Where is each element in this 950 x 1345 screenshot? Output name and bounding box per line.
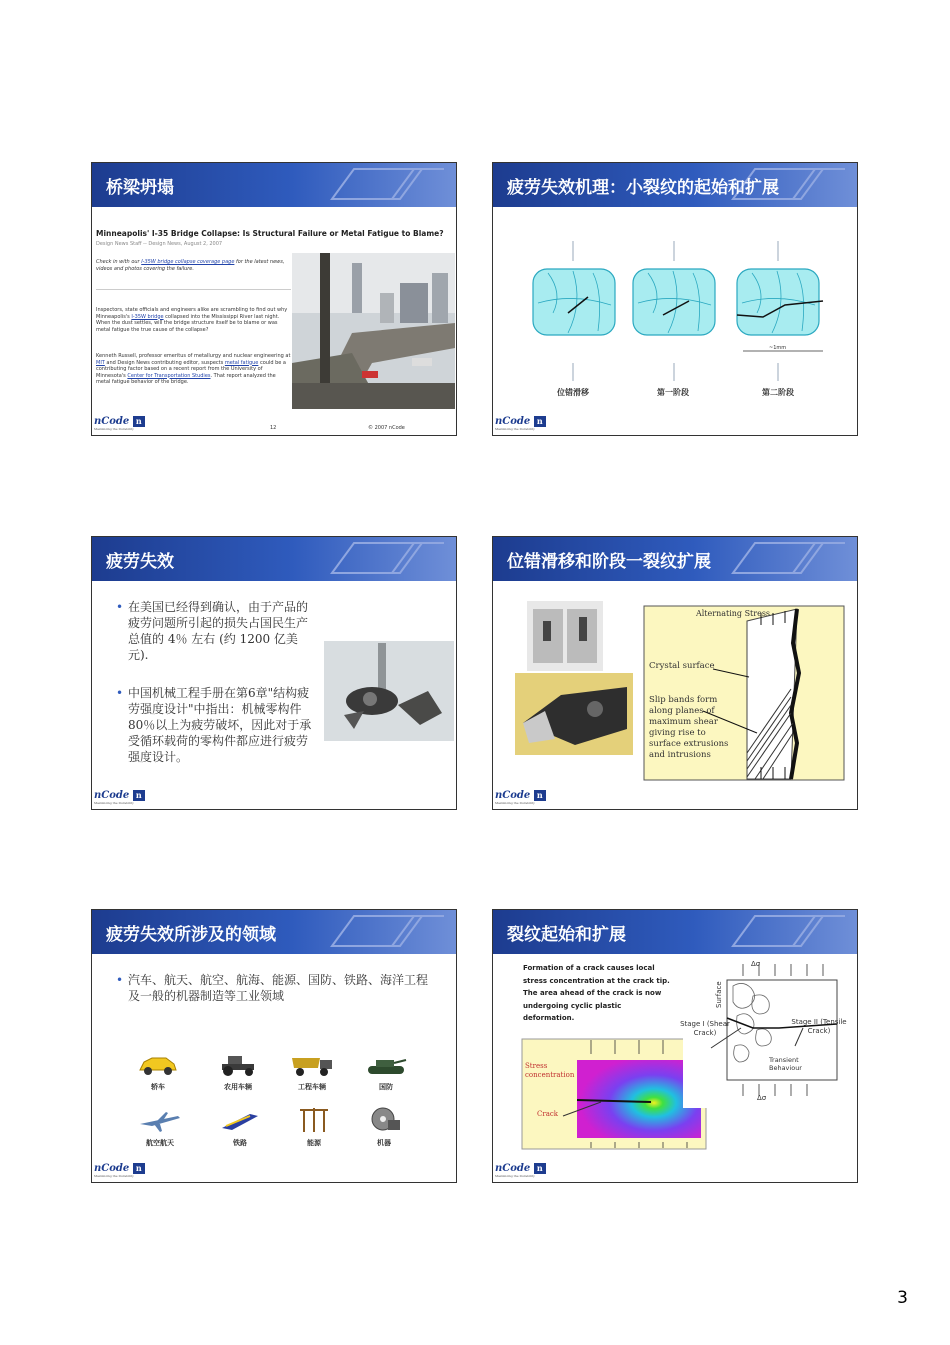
icon-label: 能源 [307,1138,321,1147]
stress-concentration-plot [521,1038,707,1150]
slide-title: 位错滑移和阶段一裂纹扩展 [507,552,711,572]
coverage-link[interactable]: I-35W bridge collapse coverage page [141,259,235,265]
cts-link[interactable]: Center for Transportation Studies [127,372,211,379]
footer-copyright: © 2007 nCode [368,425,405,431]
icon-label: 机器 [377,1138,391,1147]
icon-label: 工程车辆 [298,1082,326,1091]
logo-tagline: Maximizing the Durability [94,1174,134,1178]
stage1-label: Stage I (Shear Crack) [680,1020,730,1037]
train-icon [220,1110,260,1132]
article-check [96,259,286,272]
stress-concentration-label: Stress concentration [525,1062,575,1079]
logo-box: n [534,416,546,427]
para1-text: Inspectors, state officials and engineers alike are scrambling to find out why Minneapolis's [96,307,288,320]
slide-title: 疲劳失效所涉及的领域 [106,925,276,945]
logo-box: n [133,790,145,801]
ncode-logo [495,1163,546,1178]
article-para1 [96,307,291,333]
icon-label: 农用车辆 [224,1082,252,1091]
logo-tagline: Maximizing the Durability [495,801,535,805]
mit-link[interactable]: MIT [96,359,105,366]
broken-parts-photo [324,641,454,741]
bullet-dot: • [116,973,124,987]
slide-crack-initiation [492,909,858,1183]
stage-label-stage1: 第一阶段 [657,387,689,397]
bullet-text: 在美国已经得到确认，由于产品的疲劳问题所引起的损失占国民生产总值的 4％ 左右 (约 1200 亿美元). [128,600,309,662]
logo-box: n [133,1163,145,1174]
logo-box: n [534,790,546,801]
para2-text: Kenneth Russell, professor emeritus of metallurgy and nuclear engineering at [96,353,291,359]
logo-text: nCode [495,1163,531,1174]
tank-icon [364,1054,408,1076]
slip-bands-label: Slip bands form along planes of maximum shear giving rise to surface extrusions and intrusions [649,695,729,760]
ncode-logo [94,790,145,805]
slide-fatigue-domains [91,909,457,1183]
ncode-logo [495,790,546,805]
delta-sigma-bottom: Δσ [757,1094,767,1102]
slide-header [92,537,456,581]
ncode-logo [94,1163,145,1178]
metal-fatigue-link[interactable]: metal fatigue [224,359,259,366]
slide-title: 疲劳失效 [106,552,174,572]
slide-fatigue-mechanism [492,162,858,436]
para2-text-b: and Design News contributing editor, suspects [104,359,225,366]
logo-text: nCode [94,790,130,801]
slide-header [493,163,857,207]
slide-title: 桥梁坍塌 [106,178,174,198]
para2-text-c: could be a contributing factor based on a recent report from the University of Minnesota's [96,359,286,379]
delta-sigma-top: Δσ [751,960,761,968]
slide-dislocation-slip [492,536,858,810]
para1-text-b: collapsed into the Mississippi River last night. When the dust settles, will the bridge structure itself be to blame or was metal fatigue the true cause of the collapse? [96,313,280,333]
logo-tagline: Maximizing the Durability [495,1174,535,1178]
stage-label-stage2: 第二阶段 [762,387,794,397]
logo-text: nCode [94,416,130,427]
scale-label: ~1mm [769,345,787,351]
slide-header [92,910,456,954]
tractor-icon [218,1054,258,1076]
slide-title: 裂纹起始和扩展 [507,925,626,945]
ncode-logo [94,416,145,431]
bullet-economic-loss [116,599,318,663]
slide-fatigue-failure [91,536,457,810]
specimen-photo-large [515,673,633,755]
power-pylon-icon [294,1106,334,1132]
stage-label-slip: 位错滑移 [557,387,589,397]
article-para2 [96,353,291,386]
specimen-photo-small [527,601,603,671]
crack-label: Crack [537,1110,559,1118]
logo-tagline: Maximizing the Durability [94,801,134,805]
bridge-link[interactable]: I-35W bridge [131,313,164,320]
alternating-stress-label: Alternating Stress [695,609,771,618]
divider [96,289,291,290]
article-byline: Design News Staff -- Design News, August 2, 2007 [96,241,223,247]
logo-box: n [133,416,145,427]
bridge-collapse-photo [292,253,455,409]
logo-text: nCode [495,790,531,801]
logo-text: nCode [94,1163,130,1174]
crack-stage-diagram [493,233,857,433]
dump-truck-icon [290,1054,334,1076]
icon-label: 轿车 [151,1082,165,1091]
slide-header [493,537,857,581]
footer-page-number: 12 [270,425,277,431]
bullet-text: 中国机械工程手册在第6章"结构疲劳强度设计"中指出：机械零构件80％以上为疲劳破坏，因此对于承受循环载荷的零构件都应进行疲劳强度设计。 [128,686,312,764]
transient-label: Transient Behaviour [769,1056,802,1072]
icon-label: 铁路 [233,1138,247,1147]
check-text: Check in with our [96,259,142,265]
article-headline: Minneapolis' I-35 Bridge Collapse: Is Structural Failure or Metal Fatigue to Blame? [96,229,444,238]
airplane-icon [138,1110,182,1132]
slide-title: 疲劳失效机理：小裂纹的起始和扩展 [507,178,779,198]
surface-label: Surface [715,981,723,1008]
slide-header [92,163,456,207]
slide-header [493,910,857,954]
icon-label: 航空航天 [146,1138,174,1147]
logo-box: n [534,1163,546,1174]
bullet-handbook [116,685,318,765]
page-number: 3 [897,1288,908,1308]
saw-blade-icon [370,1106,400,1132]
bullet-text: 汽车、航天、航空、航海、能源、国防、铁路、海洋工程及一般的机器制造等工业领域 [128,973,429,1003]
car-icon [138,1054,178,1076]
formation-text: Formation of a crack causes local stress concentration at the crack tip. The area ahead of the crack is now undergoing cyclic plastic deformation. [523,964,670,1022]
logo-tagline: Maximizing the Durability [94,427,134,431]
slide-bridge-collapse [91,162,457,436]
ncode-logo [495,416,546,431]
bullet-industries [116,972,438,1004]
crystal-surface-label: Crystal surface [649,661,715,671]
para2-text-d: . That report analyzed the metal fatigue behavior of the bridge. [96,372,276,385]
bullet-dot: • [116,686,124,700]
bullet-dot: • [116,600,124,614]
stage2-label: Stage II (Tensile Crack) [791,1018,847,1035]
check-text-post: for the latest news, videos and photos covering the failure. [96,259,285,272]
logo-text: nCode [495,416,531,427]
logo-tagline: Maximizing the Durability [495,427,535,431]
icon-label: 国防 [379,1082,393,1091]
